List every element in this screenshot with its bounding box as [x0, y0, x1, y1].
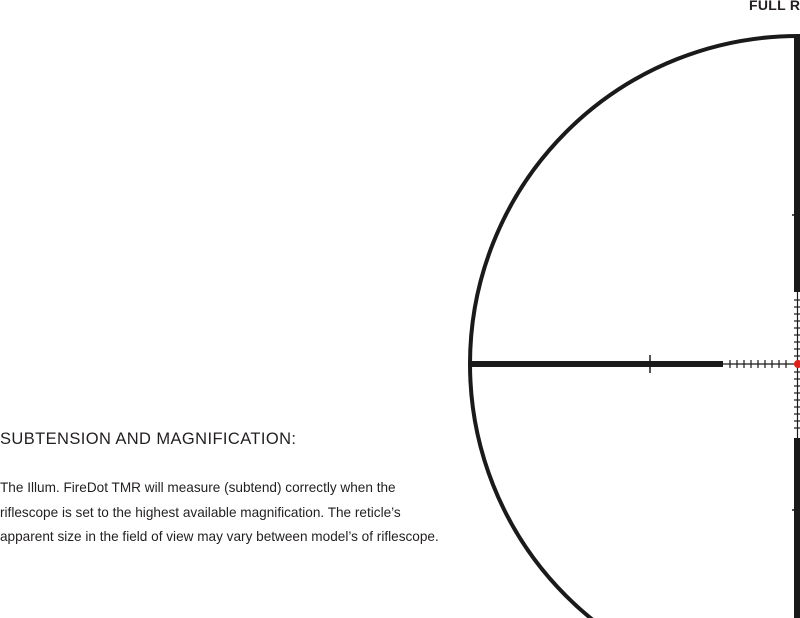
- reticle-view-label: FULL R: [749, 0, 800, 13]
- reticle-post-bottom: [794, 438, 800, 618]
- subtension-heading: SUBTENSION AND MAGNIFICATION:: [0, 430, 297, 448]
- subtension-description: The Illum. FireDot TMR will measure (subtend) correctly when the riflescope is set to the highest available magnification. The reticle’s apparent size in the field of view may vary between model’s of riflescope.: [0, 480, 439, 544]
- reticle-post-top: [794, 36, 800, 292]
- reticle-post-left: [470, 355, 723, 373]
- firedot-center-dot: [794, 360, 800, 368]
- reticle-outer-circle: [470, 36, 800, 618]
